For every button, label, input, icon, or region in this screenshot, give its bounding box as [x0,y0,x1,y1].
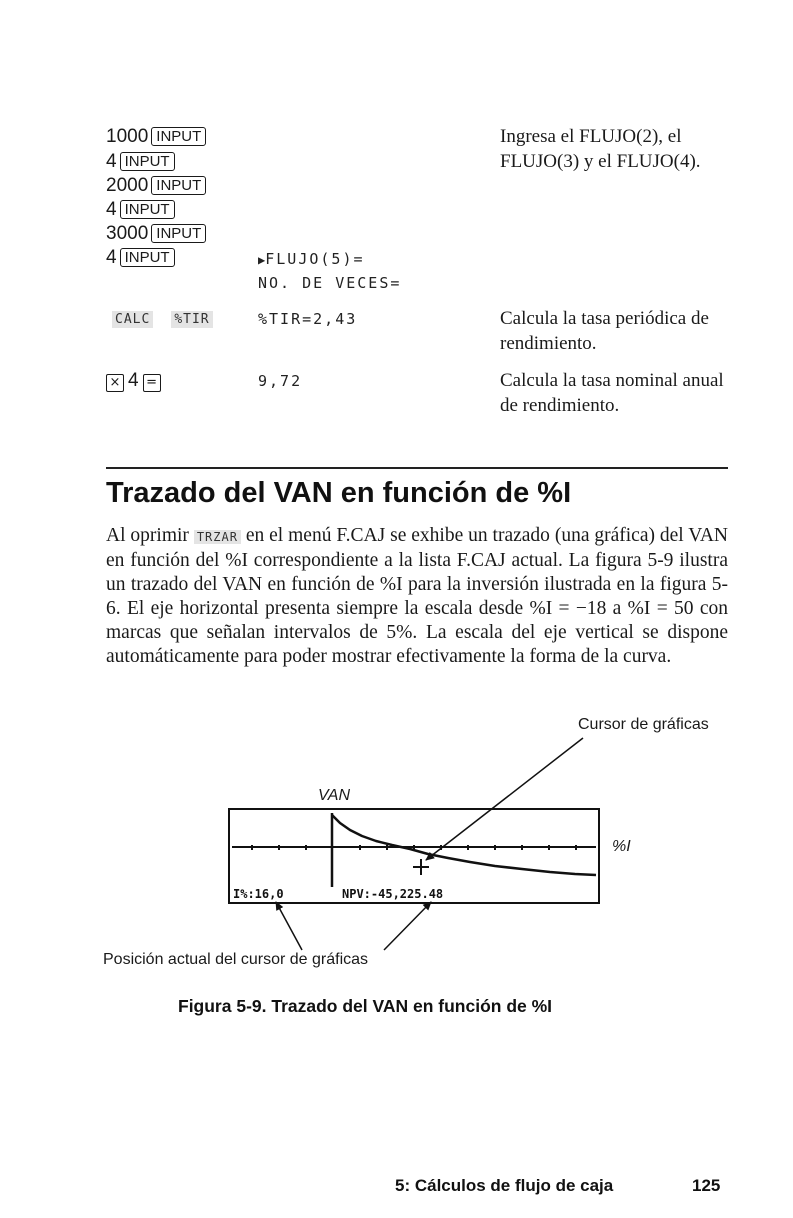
note-nominal: Calcula la tasa nominal anual de rendimiento. [500,370,724,416]
paragraph-rest: en el menú F.CAJ se exhibe un trazado (una gráfica) del VAN en función del %I correspondiente a la lista F.CAJ actual. La figura 5-9 ilustra un trazado del VAN en función de %I para la inversión ilustrada en la figura 5-6. El eje horizontal presenta siempre la escala desde %I = −18 a %I = 50 con marcas que señalan intervalos de 5%. La escala del eje vertical se dispone automáticamente para poder mostrar efectivamente la forma de la curva. [106,525,729,667]
x-axis-label: %I [612,838,631,855]
keystroke-value: 2000 [106,175,149,196]
cursor-label: Cursor de gráficas [578,716,709,733]
status-percent-i: I%:16,0 [233,887,284,901]
display-nominal: 9,72 [258,372,303,390]
keystroke-value: 4 [106,199,117,220]
display-no-veces: NO. DE VECES= [258,274,402,292]
figure-caption: Figura 5-9. Trazado del VAN en función de %I [178,996,553,1016]
input-key: INPUT [120,200,175,219]
position-label: Posición actual del cursor de gráficas [103,951,369,968]
keystroke-value: 4 [106,151,117,172]
keystroke-value: 1000 [106,126,149,147]
position-leader-left [276,902,302,950]
multiplier-value: 4 [128,370,139,391]
menu-key-trzar: TRZAR [194,530,241,544]
note-flujo: Ingresa el FLUJO(2), el FLUJO(3) y el FLUJO(4). [500,126,701,172]
section-heading: Trazado del VAN en función de %I [106,477,572,509]
display-line1: FLUJO(5)= [265,250,365,268]
input-key: INPUT [120,152,175,171]
position-leader-right [384,902,431,950]
input-key: INPUT [120,248,175,267]
note-tir: Calcula la tasa periódica de rendimiento. [500,308,709,354]
footer-chapter: 5: Cálculos de flujo de caja [395,1176,614,1195]
keystroke-value: 4 [106,247,117,268]
input-key: INPUT [151,176,206,195]
paragraph-start: Al oprimir [106,525,189,546]
page-number: 125 [692,1176,721,1195]
y-axis-label: VAN [318,787,351,804]
keystroke-value: 3000 [106,223,149,244]
triangle-pointer-icon: ▶ [258,253,266,267]
display-tir: %TIR=2,43 [258,310,358,328]
equals-key: = [143,374,161,392]
input-key: INPUT [151,224,206,243]
multiply-key: × [106,374,124,392]
menu-key-calc: CALC [112,311,153,328]
menu-key-tir: %TIR [171,311,212,328]
input-key: INPUT [151,127,206,146]
status-npv: NPV:-45,225.48 [342,887,444,901]
